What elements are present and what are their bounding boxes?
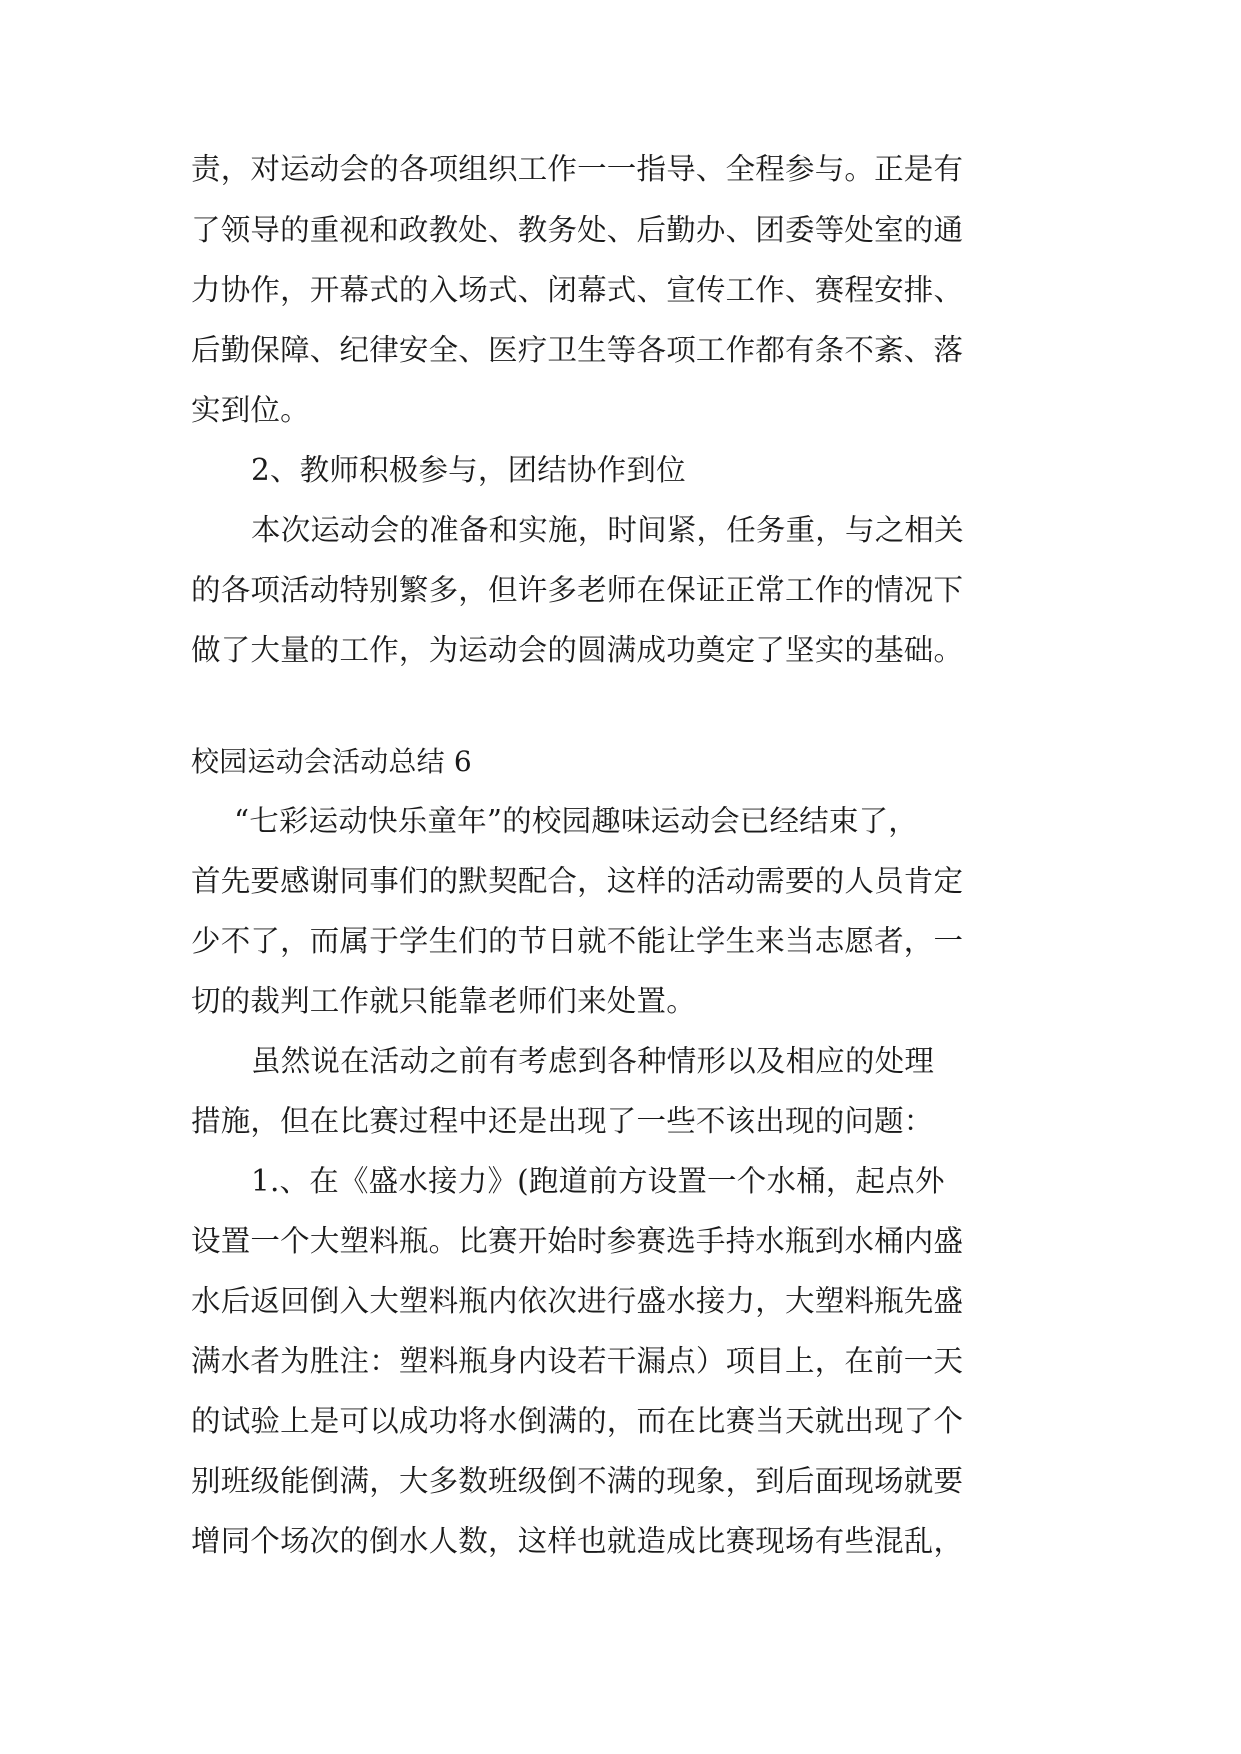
paragraph-line: 的试验上是可以成功将水倒满的，而在比赛当天就出现了个 (191, 1404, 964, 1438)
paragraph-line: 首先要感谢同事们的默契配合，这样的活动需要的人员肯定 (191, 864, 964, 898)
paragraph-line: 的各项活动特别繁多，但许多老师在保证正常工作的情况下 (191, 573, 964, 607)
paragraph-line: 责，对运动会的各项组织工作一一指导、全程参与。正是有 (191, 152, 964, 186)
paragraph-line: 后勤保障、纪律安全、医疗卫生等各项工作都有条不紊、落 (191, 333, 964, 367)
paragraph-line: 增同个场次的倒水人数，这样也就造成比赛现场有些混乱， (191, 1524, 964, 1558)
paragraph-line: 设置一个大塑料瓶。比赛开始时参赛选手持水瓶到水桶内盛 (191, 1224, 964, 1258)
paragraph-line: 别班级能倒满，大多数班级倒不满的现象，到后面现场就要 (191, 1464, 964, 1498)
paragraph-line: 实到位。 (191, 393, 310, 427)
paragraph-line: 1.、在《盛水接力》(跑道前方设置一个水桶，起点外 (251, 1164, 945, 1198)
paragraph-line: 水后返回倒入大塑料瓶内依次进行盛水接力，大塑料瓶先盛 (191, 1284, 964, 1318)
paragraph-line: 力协作，开幕式的入场式、闭幕式、宣传工作、赛程安排、 (191, 273, 964, 307)
paragraph-line: 措施，但在比赛过程中还是出现了一些不该出现的问题： (191, 1104, 934, 1138)
paragraph-line: 切的裁判工作就只能靠老师们来处置。 (191, 984, 696, 1018)
paragraph-line: 本次运动会的准备和实施，时间紧，任务重，与之相关 (251, 513, 964, 547)
point-heading: 2、教师积极参与，团结协作到位 (251, 453, 686, 487)
paragraph-line: 满水者为胜注：塑料瓶身内设若干漏点）项目上，在前一天 (191, 1344, 964, 1378)
paragraph-line: 做了大量的工作，为运动会的圆满成功奠定了坚实的基础。 (191, 633, 964, 667)
paragraph-line: 少不了，而属于学生们的节日就不能让学生来当志愿者，一 (191, 924, 964, 958)
paragraph-line: 虽然说在活动之前有考虑到各种情形以及相应的处理 (251, 1044, 935, 1078)
paragraph-line: “七彩运动快乐童年”的校园趣味运动会已经结束了， (234, 804, 918, 838)
paragraph-line: 了领导的重视和政教处、教务处、后勤办、团委等处室的通 (191, 213, 964, 247)
section-title: 校园运动会活动总结 6 (191, 745, 472, 778)
